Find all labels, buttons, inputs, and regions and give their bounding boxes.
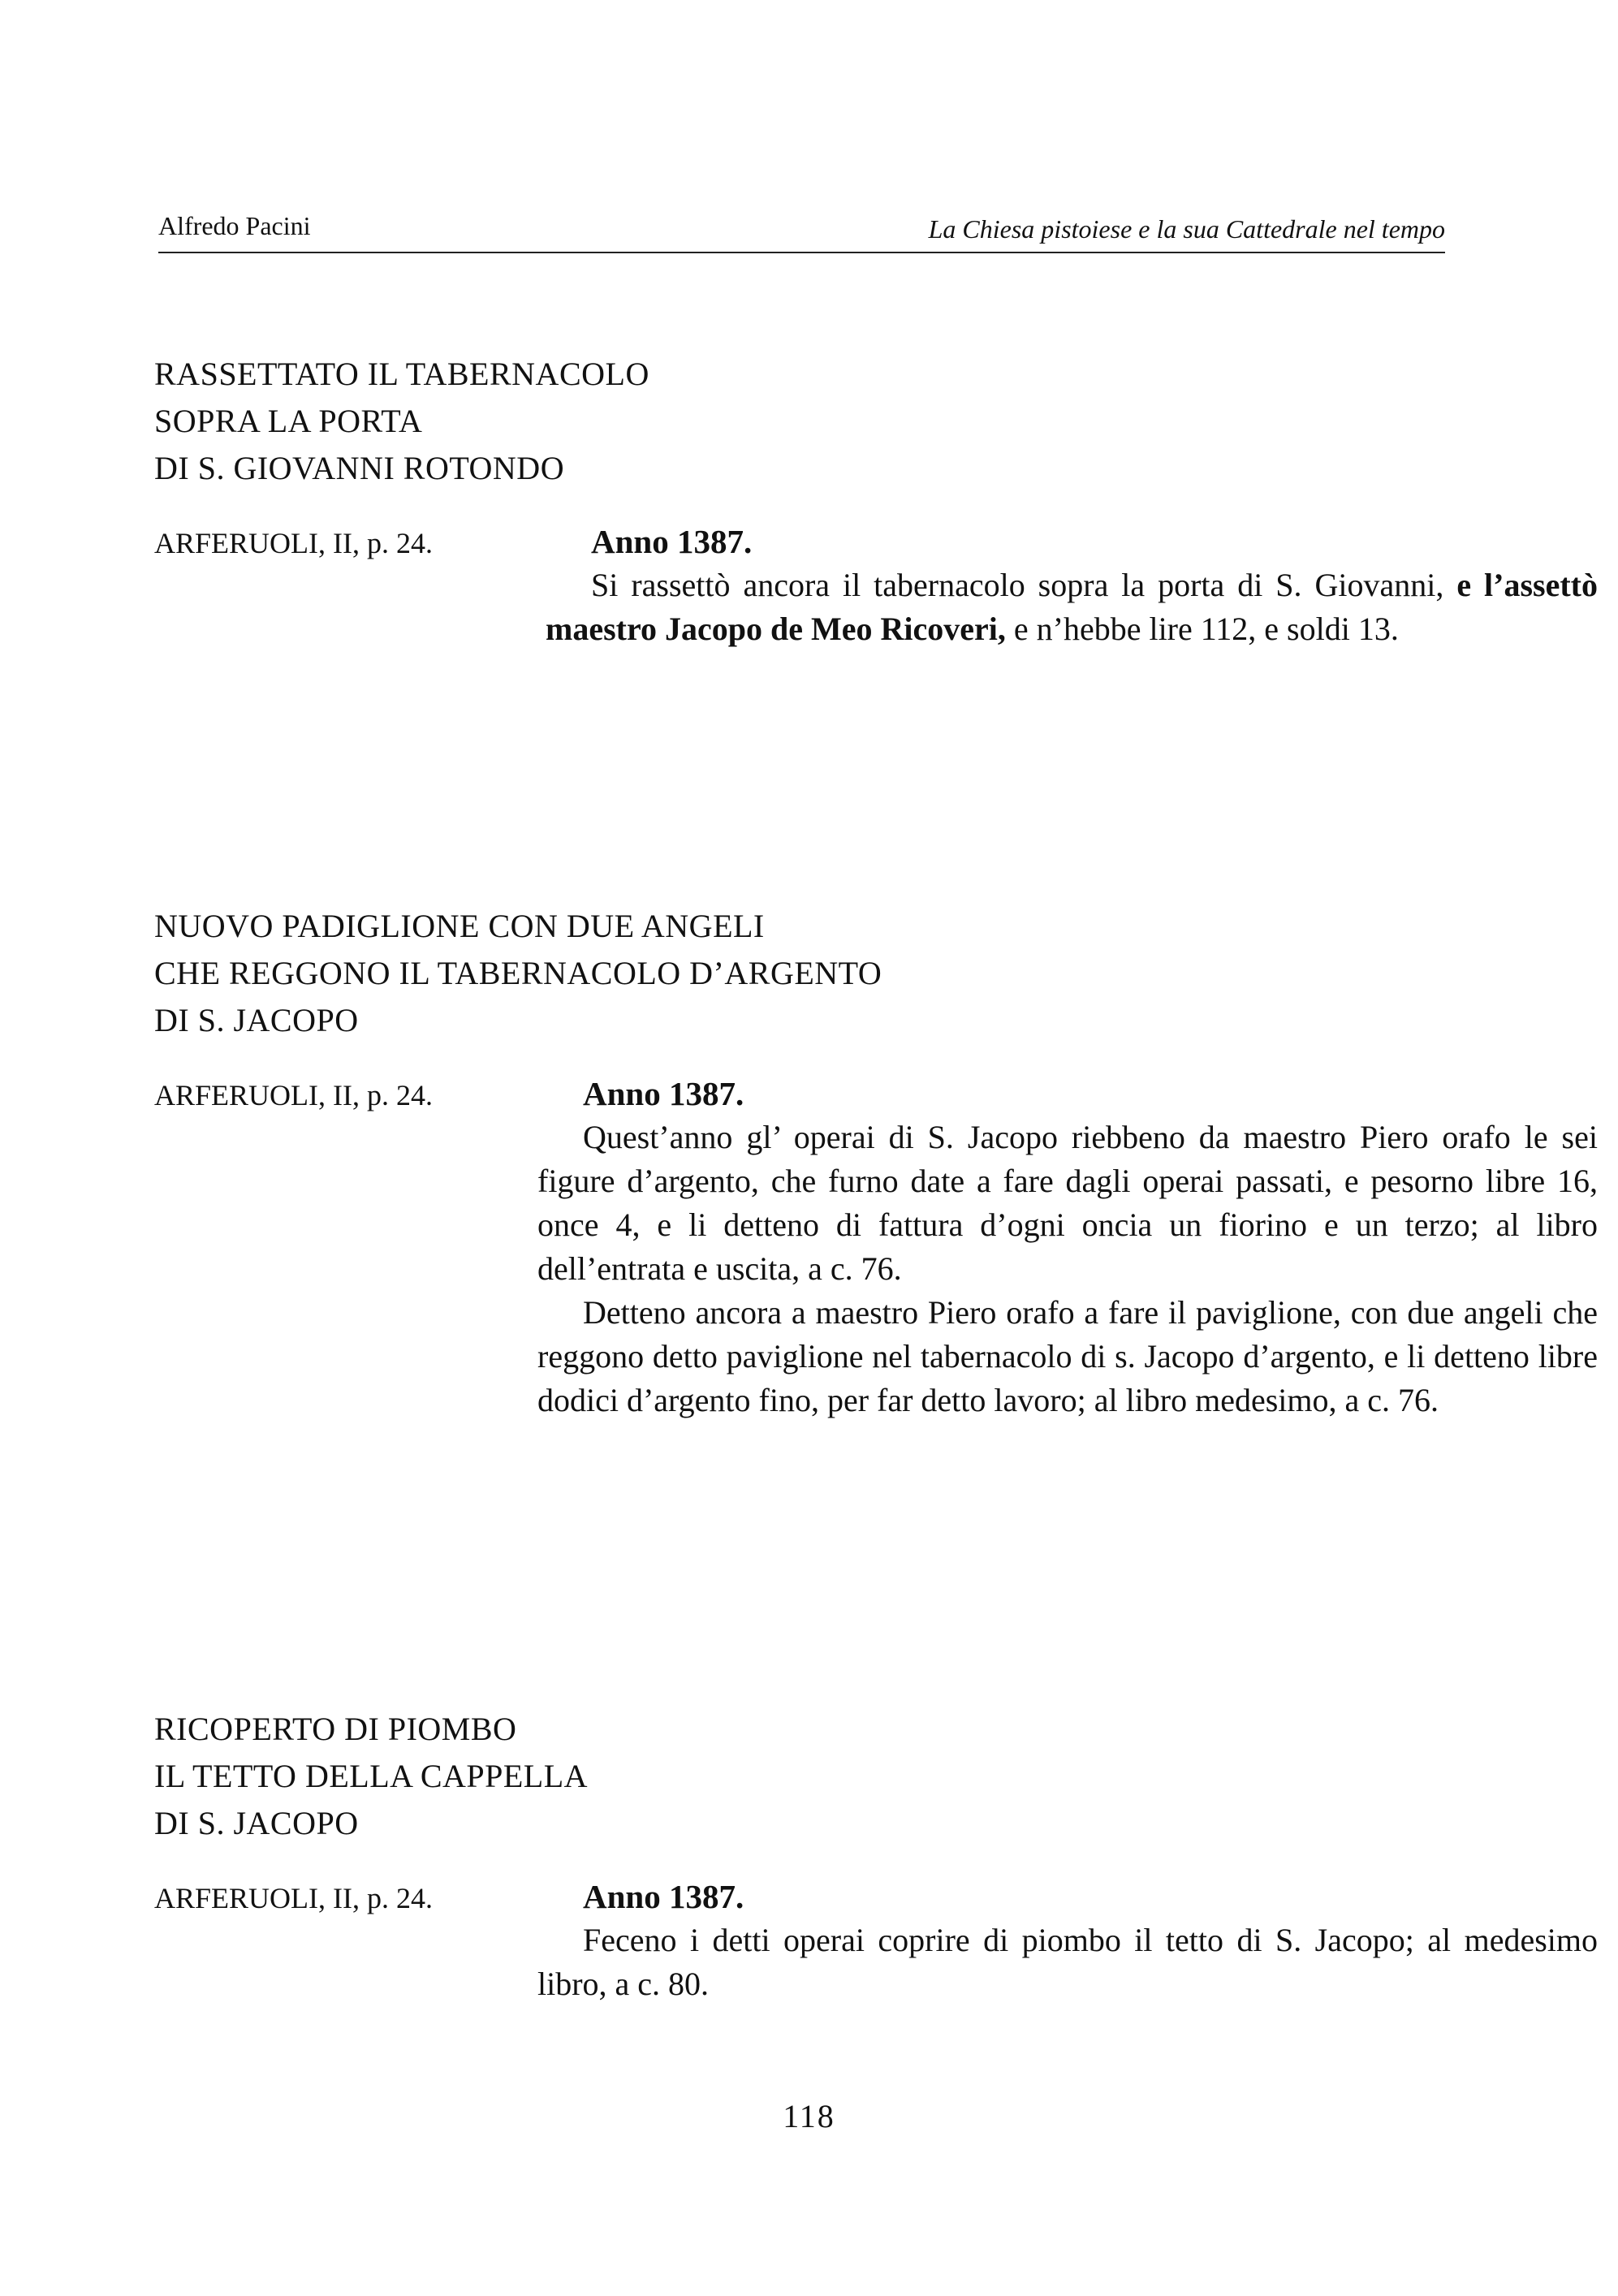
section-title-line: IL TETTO DELLA CAPPELLA (154, 1758, 589, 1794)
entry-year: Anno 1387. (591, 523, 753, 560)
entry-year: Anno 1387. (583, 1075, 744, 1112)
entry-text-part: Si rassettò ancora il tabernacolo sopra la porta di S. Giovanni, (591, 567, 1457, 603)
running-header (158, 209, 1445, 253)
section-title-line: NUOVO PADIGLIONE CON DUE ANGELI (154, 908, 765, 944)
entry-paragraph: Feceno i detti operai coprire di piombo il tetto di S. Jacopo; al medesimo libro, a c. 80. (537, 1922, 1598, 2002)
section-padiglione-angeli (154, 903, 1598, 1418)
entry-paragraph: Quest’anno gl’ operai di S. Jacopo riebbeno da maestro Piero orafo le sei figure d’argento, che furno date a fare dagli operai passati, e pesorno libre 16, once 4, e li detteno di fattura d’ogni oncia un fiorino e un terzo; al libro dell’entrata e uscita, a c. 76. (537, 1119, 1598, 1287)
section-title-line: DI S. GIOVANNI ROTONDO (154, 450, 565, 486)
entry-body (537, 1875, 1598, 2006)
entry-paragraph: Detteno ancora a maestro Piero orafo a fare il paviglione, con due angeli che reggono detto paviglione nel tabernacolo di s. Jacopo d’argento, e li detteno libre dodici d’argento fino, per far detto lavoro; al libro medesimo, a c. 76. (537, 1294, 1598, 1418)
header-book-title: La Chiesa pistoiese e la sua Cattedrale nel tempo (928, 214, 1445, 244)
section-title-line: DI S. JACOPO (154, 1002, 359, 1038)
source-reference: ARFERUOLI, II, p. 24. (154, 527, 433, 559)
section-title-line: RASSETTATO IL TABERNACOLO (154, 356, 649, 392)
entry-paragraph (546, 563, 1598, 651)
section-title-line: SOPRA LA PORTA (154, 403, 423, 439)
source-reference: ARFERUOLI, II, p. 24. (154, 1882, 433, 1914)
entry-text-part: e n’hebbe lire 112, e soldi 13. (1005, 611, 1399, 647)
section-title (154, 351, 1453, 492)
section-tabernacolo-porta (154, 351, 1598, 647)
entry-body (537, 1072, 1598, 1422)
entry-body (546, 520, 1598, 651)
entry-year: Anno 1387. (583, 1878, 744, 1915)
section-tetto-cappella (154, 1706, 1598, 2002)
page-number: 118 (783, 2098, 835, 2134)
section-title (154, 1706, 1453, 1847)
source-reference: ARFERUOLI, II, p. 24. (154, 1079, 433, 1111)
section-title-line: RICOPERTO DI PIOMBO (154, 1711, 517, 1747)
section-title-line: DI S. JACOPO (154, 1805, 359, 1841)
section-title-line: CHE REGGONO IL TABERNACOLO D’ARGENTO (154, 955, 882, 991)
header-author: Alfredo Pacini (158, 211, 311, 240)
entry-text-bold: e l’assettò maestro Jacopo de Meo Ricoveri, (546, 567, 1598, 647)
section-title (154, 903, 1453, 1044)
